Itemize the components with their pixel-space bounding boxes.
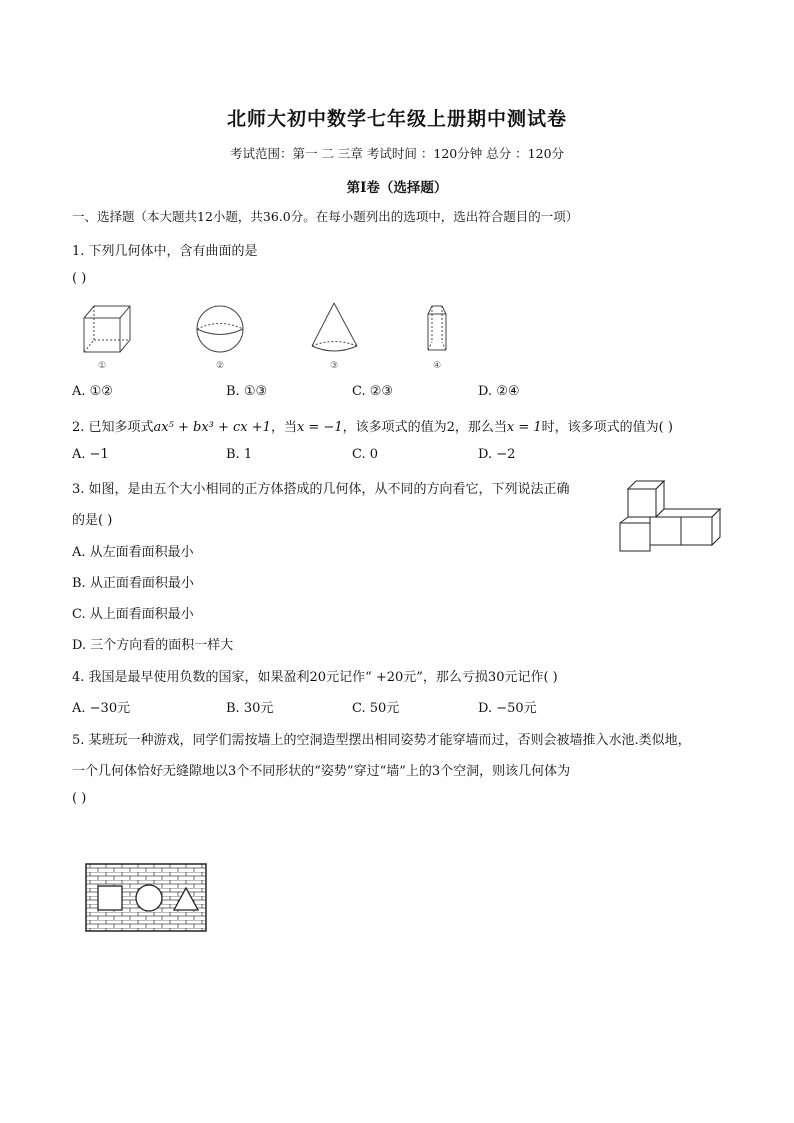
q3-option-c[interactable]: C. 从上面看面积最小 [72, 607, 194, 622]
q2-polynomial: ax⁵ + bx³ + cx +1 [153, 420, 271, 435]
q4-option-c[interactable]: C. 50元 [352, 701, 400, 716]
volume-heading: 第Ⅰ卷（选择题） [346, 180, 448, 196]
q1-stem: 1. 下列几何体中，含有曲面的是 [72, 244, 258, 259]
figure-label-3: ③ [329, 361, 339, 371]
q4-option-a[interactable]: A. −30元 [72, 701, 131, 716]
q3-stem-line1: 3. 如图，是由五个大小相同的正方体搭成的几何体，从不同的方向看它，下列说法正确 [72, 482, 570, 497]
q2-condition-1: x = −1 [296, 420, 343, 435]
q2-option-b[interactable]: B. 1 [226, 447, 253, 462]
q5-paren: ( ) [72, 791, 87, 806]
wall-circle-hole [136, 885, 162, 911]
q2-stem-a: 2. 已知多项式 [72, 420, 154, 435]
q1-option-c[interactable]: C. ②③ [352, 384, 394, 399]
q3-option-a[interactable]: A. 从左面看面积最小 [72, 545, 194, 560]
q1-option-b[interactable]: B. ①③ [226, 384, 268, 399]
q1-paren: ( ) [72, 271, 87, 286]
figure-label-2: ② [215, 361, 225, 371]
q3-option-b[interactable]: B. 从正面看面积最小 [72, 576, 194, 591]
exam-info: 考试范围：第一 二 三章 考试时间 ：120分钟 总分 ：120分 [229, 146, 565, 161]
q4-option-d[interactable]: D. −50元 [478, 701, 537, 716]
q1-option-d[interactable]: D. ②④ [478, 384, 520, 399]
q3-stem-line2: 的是( ) [72, 513, 113, 528]
section-heading: 一、选择题（本大题共12小题，共36.0分。在每小题列出的选项中，选出符合题目的一项） [72, 209, 579, 224]
q2-option-d[interactable]: D. −2 [478, 447, 516, 462]
q5-stem-line1: 5. 某班玩一种游戏，同学们需按墙上的空洞造型摆出相同姿势才能穿墙而过，否则会被墙推入水池.类似地， [72, 733, 691, 748]
q2-condition-2: x = 1 [506, 420, 542, 435]
q1-option-a[interactable]: A. ①② [72, 384, 113, 399]
q2-stem-c: ，该多项式的值为2，那么当 [342, 420, 507, 435]
q4-option-b[interactable]: B. 30元 [226, 701, 274, 716]
page-title: 北师大初中数学七年级上册期中测试卷 [226, 108, 567, 130]
q2-option-a[interactable]: A. −1 [72, 447, 109, 462]
q3-option-d[interactable]: D. 三个方向看的面积一样大 [72, 638, 234, 653]
figure-label-4: ④ [432, 361, 442, 371]
q4-stem: 4. 我国是最早使用负数的国家，如果盈利20元记作“ +20元”，那么亏损30元记作( ) [72, 670, 558, 685]
wall-square-hole [98, 886, 122, 910]
q2-option-c[interactable]: C. 0 [352, 447, 379, 462]
q5-stem-line2: 一个几何体恰好无缝隙地以3个不同形状的“姿势”穿过“墙”上的3个空洞，则该几何体为 [72, 764, 571, 779]
q2-stem-b: ，当 [270, 420, 297, 435]
figure-label-1: ① [97, 361, 107, 371]
q2-stem-d: 时，该多项式的值为( ) [541, 420, 673, 435]
